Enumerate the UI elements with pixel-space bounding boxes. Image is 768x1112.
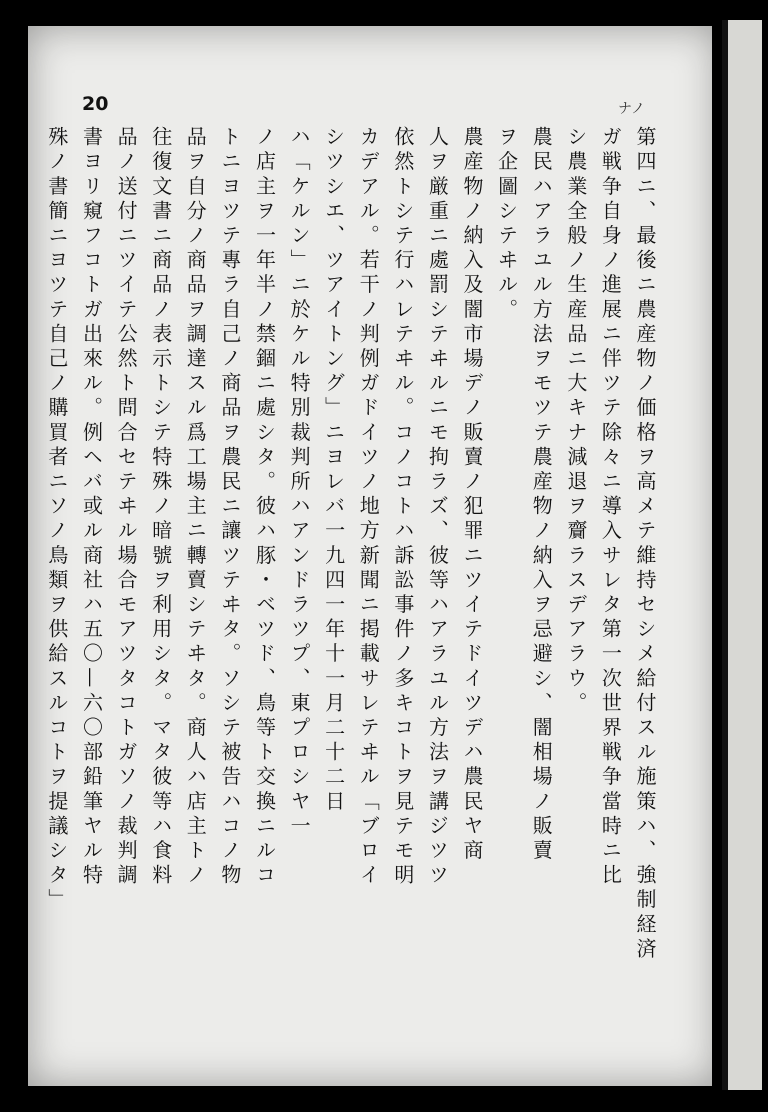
text-column: 往復文書ニ商品ノ表示トシテ特殊ノ暗號ヲ利用シタ。マタ彼等ハ食料 bbox=[148, 126, 173, 889]
text-column: 農民ハアラユル方法ヲモツテ農産物ノ納入ヲ忌避シ、闇相場ノ販賣 bbox=[529, 126, 554, 864]
text-column: 殊ノ書簡ニヨツテ自己ノ購買者ニソノ鳥類ヲ供給スルコトヲ提議シタ」 bbox=[44, 126, 69, 914]
text-column: ヲ企圖シテヰル。 bbox=[494, 126, 519, 323]
text-column: 農産物ノ納入及闇市場デノ販賣ノ犯罪ニツイテドイツデハ農民ヤ商 bbox=[460, 126, 485, 864]
book-edge bbox=[712, 0, 768, 1112]
text-column: カデアル。若干ノ判例ガドイツノ地方新聞ニ掲載サレテヰル「ブロイ bbox=[356, 126, 381, 889]
text-column: 人ヲ厳重ニ處罰シテヰルニモ拘ラズ、彼等ハアラユル方法ヲ講ジツツ bbox=[425, 126, 450, 889]
text-column: 品ノ送付ニツイテ公然ト問合セテヰル場合モアツタコトガソノ裁判調 bbox=[114, 126, 139, 889]
text-column: トニヨツテ專ラ自己ノ商品ヲ農民ニ讓ツテヰタ。ソシテ被告ハコノ物 bbox=[217, 126, 242, 889]
text-column: シ農業全般ノ生産品ニ大キナ減退ヲ齎ラスデアラウ。 bbox=[563, 126, 588, 717]
next-page-edge bbox=[722, 20, 762, 1090]
text-column: シツシエ、ツアイトング」ニヨレバ一九四一年十一月二十二日 bbox=[321, 126, 346, 815]
text-column: ハ「ケルン」ニ於ケル特別裁判所ハアンドラツプ、東プロシヤ一 bbox=[287, 126, 312, 840]
vertical-text-body bbox=[44, 126, 662, 1006]
page-number: 20 bbox=[82, 93, 109, 115]
text-column: 第四ニ、最後ニ農産物ノ価格ヲ高メテ維持セシメ給付スル施策ハ、強制経済 bbox=[633, 126, 657, 963]
margin-note: ナノ bbox=[618, 101, 646, 117]
text-column: 品ヲ自分ノ商品ヲ調達スル爲工場主ニ轉賣シテヰタ。商人ハ店主トノ bbox=[183, 126, 208, 889]
text-column: 書ヨリ窺フコトガ出來ル。例ヘバ或ル商社ハ五〇—六〇部鉛筆ヤル特 bbox=[79, 126, 104, 889]
text-column: 依然トシテ行ハレテヰル。コノコトハ訴訟事件ノ多キコトヲ見テモ明 bbox=[390, 126, 415, 889]
text-column: ガ戦争自身ノ進展ニ伴ツテ除々ニ導入サレタ第一次世界戦争當時ニ比 bbox=[598, 126, 623, 889]
text-column: ノ店主ヲ一年半ノ禁錮ニ處シタ。彼ハ豚・ベツド、鳥等ト交換ニルコ bbox=[252, 126, 277, 889]
